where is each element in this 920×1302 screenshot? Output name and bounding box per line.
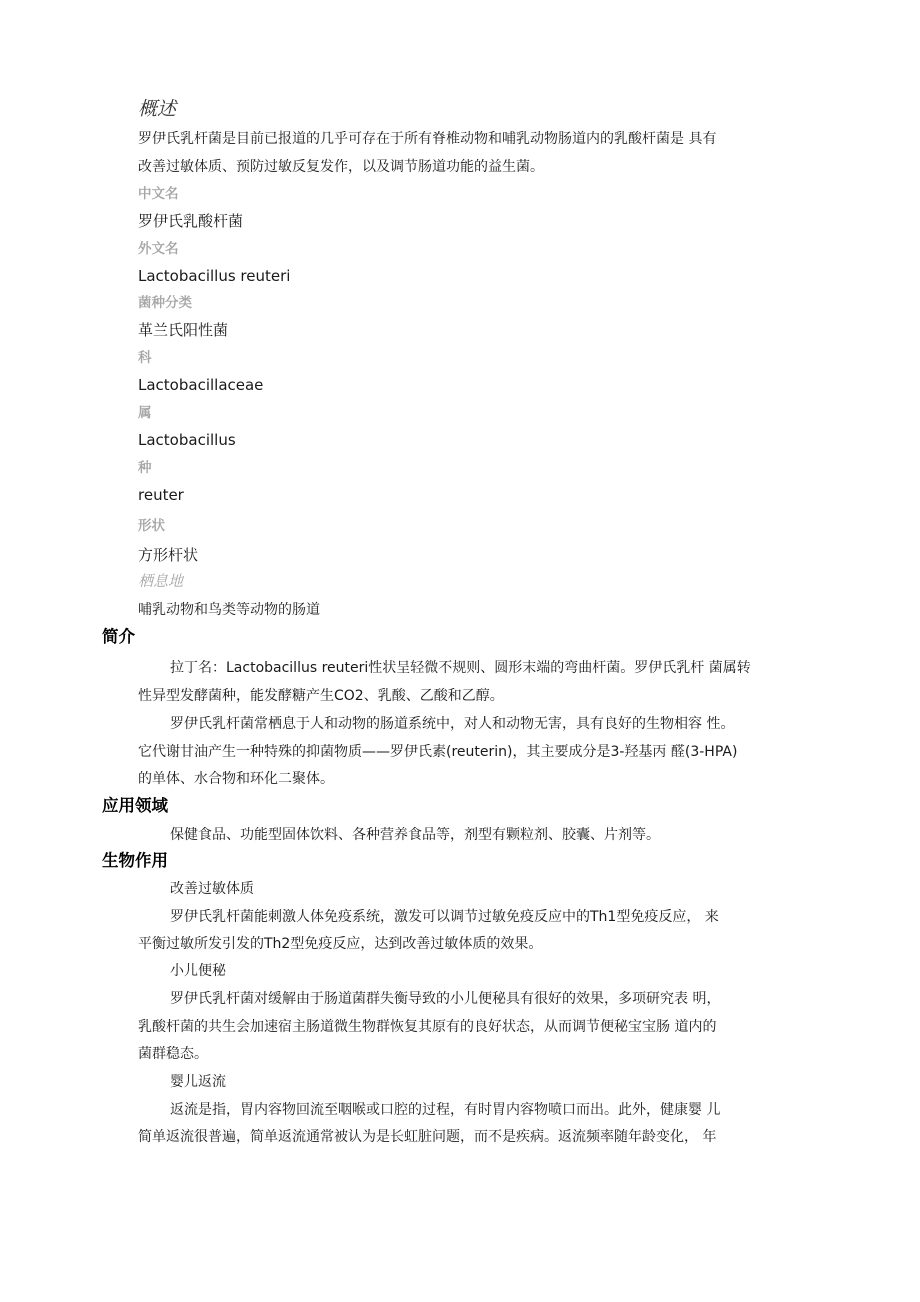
- bio-paragraph-line: 菌群稳态。: [138, 1046, 208, 1062]
- bio-paragraph-line: 简单返流很普遍，简单返流通常被认为是长虹脏问题，而不是疾病。返流频率随年龄变化， 年: [138, 1129, 717, 1145]
- bio-paragraph-line: 平衡过敏所发引发的Th2型免疫反应，达到改善过敏体质的效果。: [138, 936, 543, 952]
- field-label-chinese-name: 中文名: [138, 186, 179, 202]
- application-paragraph-line: 保健食品、功能型固体饮料、各种营养食品等，剂型有颗粒剂、胶囊、片剂等。: [170, 827, 660, 843]
- field-value-classification: 革兰氏阳性菌: [138, 321, 229, 339]
- intro-paragraph-line: 的单体、水合物和环化二聚体。: [138, 771, 334, 787]
- section-heading-application: 应用领域: [102, 796, 168, 815]
- field-label-species: 种: [138, 460, 152, 476]
- field-label-family: 科: [138, 350, 152, 366]
- field-value-species: reuter: [138, 486, 184, 504]
- bio-paragraph-line: 返流是指，胃内容物回流至咽喉或口腔的过程，有时胃内容物喷口而出。此外，健康婴 儿: [170, 1102, 721, 1118]
- section-heading-intro: 简介: [102, 627, 135, 646]
- intro-paragraph-line: 性异型发酵菌种，能发酵糖产生CO2、乳酸、乙酸和乙醇。: [138, 688, 504, 704]
- bio-paragraph-line: 乳酸杆菌的共生会加速宿主肠道微生物群恢复其原有的良好状态，从而调节便秘宝宝肠 道内的: [138, 1019, 717, 1035]
- field-value-habitat: 哺乳动物和鸟类等动物的肠道: [138, 602, 320, 618]
- field-value-chinese-name: 罗伊氏乳酸杆菌: [138, 212, 244, 230]
- intro-paragraph-line: 它代谢甘油产生一种特殊的抑菌物质——罗伊氏素(reuterin)，其主要成分是3-羟基丙 醛(3-HPA): [138, 744, 738, 760]
- intro-paragraph-line: 拉丁名：Lactobacillus reuteri性状呈轻微不规则、圆形末端的弯曲杆菌。罗伊氏乳杆 菌属转: [170, 660, 751, 676]
- subheading-infant-reflux: 婴儿返流: [170, 1074, 226, 1090]
- bio-paragraph-line: 罗伊氏乳杆菌对缓解由于肠道菌群失衡导致的小儿便秘具有很好的效果，多项研究表 明，: [170, 991, 721, 1007]
- section-heading-biological-effects: 生物作用: [102, 851, 168, 870]
- overview-intro-line: 改善过敏体质、预防过敏反复发作，以及调节肠道功能的益生菌。: [138, 159, 544, 175]
- intro-paragraph-line: 罗伊氏乳杆菌常栖息于人和动物的肠道系统中，对人和动物无害，具有良好的生物相容 性。: [170, 716, 735, 732]
- subheading-constipation: 小儿便秘: [170, 963, 226, 979]
- field-value-family: Lactobacillaceae: [138, 376, 264, 394]
- subheading-allergy: 改善过敏体质: [170, 881, 254, 897]
- field-value-foreign-name: Lactobacillus reuteri: [138, 267, 291, 285]
- field-value-genus: Lactobacillus: [138, 431, 236, 449]
- field-label-habitat: 栖息地: [138, 572, 184, 590]
- field-value-shape: 方形杆状: [138, 546, 199, 564]
- field-label-genus: 属: [138, 405, 152, 421]
- field-label-foreign-name: 外文名: [138, 241, 179, 257]
- bio-paragraph-line: 罗伊氏乳杆菌能刺激人体免疫系统，激发可以调节过敏免疫反应中的Th1型免疫反应， 来: [170, 909, 719, 925]
- overview-title: 概述: [138, 98, 177, 120]
- overview-intro-line: 罗伊氏乳杆菌是目前已报道的几乎可存在于所有脊椎动物和哺乳动物肠道内的乳酸杆菌是 具有: [138, 131, 717, 147]
- field-label-shape: 形状: [138, 518, 165, 534]
- field-label-classification: 菌种分类: [138, 295, 192, 311]
